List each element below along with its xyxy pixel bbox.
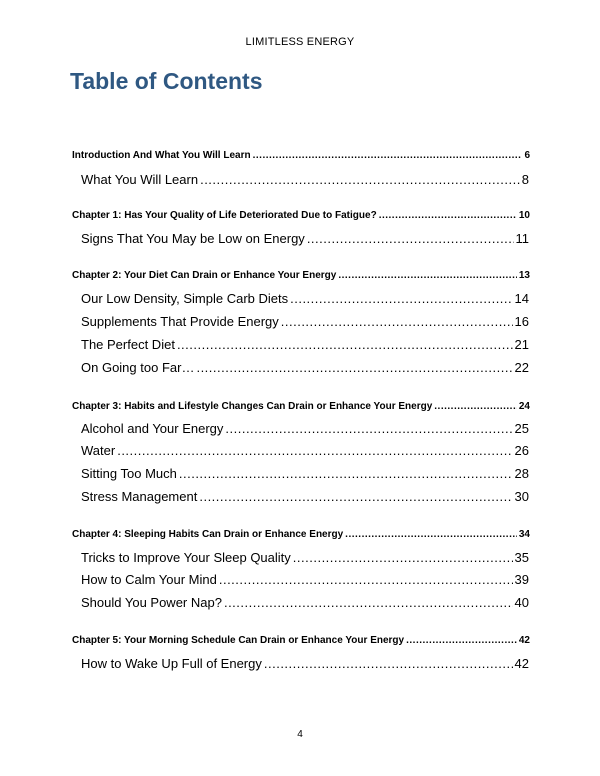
toc-entry-label: The Perfect Diet — [81, 337, 175, 352]
dot-leader — [253, 150, 523, 161]
toc-entry-sleep-quality[interactable] — [81, 550, 529, 565]
toc-entry-label: How to Wake Up Full of Energy — [81, 656, 262, 671]
toc-entry-label: Should You Power Nap? — [81, 595, 222, 610]
page-title: Table of Contents — [70, 68, 263, 94]
toc-entry-chapter-4[interactable] — [72, 529, 530, 540]
dot-leader — [196, 360, 512, 375]
toc-entry-page: 22 — [514, 360, 529, 375]
toc-entry-label: Signs That You May be Low on Energy — [81, 231, 305, 246]
toc-entry-water[interactable] — [81, 443, 529, 458]
toc-entry-label: Sitting Too Much — [81, 466, 177, 481]
toc-entry-page: 10 — [518, 210, 530, 221]
toc-entry-power-nap[interactable] — [81, 595, 529, 610]
toc-entry-label: On Going too Far… — [81, 360, 195, 375]
dot-leader — [293, 550, 513, 565]
toc-entry-page: 21 — [514, 337, 529, 352]
dot-leader — [345, 529, 517, 540]
toc-entry-label: Alcohol and Your Energy — [81, 421, 224, 436]
toc-entry-chapter-3[interactable] — [72, 401, 530, 412]
dot-leader — [219, 572, 513, 587]
toc-entry-page: 30 — [514, 489, 529, 504]
toc-entry-label: How to Calm Your Mind — [81, 572, 217, 587]
dot-leader — [177, 337, 513, 352]
dot-leader — [307, 231, 514, 246]
toc-entry-page: 42 — [518, 635, 530, 646]
page-number: 4 — [297, 729, 303, 740]
toc-entry-alcohol[interactable] — [81, 421, 529, 436]
toc-entry-label: Chapter 3: Habits and Lifestyle Changes Can Drain or Enhance Your Energy — [72, 401, 433, 412]
toc-entry-page: 39 — [514, 572, 529, 587]
toc-entry-page: 26 — [514, 443, 529, 458]
toc-entry-supplements[interactable] — [81, 314, 529, 329]
toc-entry-label: Chapter 4: Sleeping Habits Can Drain or Enhance Energy — [72, 529, 344, 540]
toc-entry-chapter-1[interactable] — [72, 210, 530, 221]
toc-entry-chapter-2[interactable] — [72, 270, 530, 281]
toc-entry-page: 6 — [524, 150, 530, 161]
dot-leader — [281, 314, 513, 329]
dot-leader — [406, 635, 517, 646]
toc-entry-sitting-too-much[interactable] — [81, 466, 529, 481]
toc-entry-perfect-diet[interactable] — [81, 337, 529, 352]
dot-leader — [264, 656, 513, 671]
toc-entry-label: Water — [81, 443, 116, 458]
toc-entry-label: Tricks to Improve Your Sleep Quality — [81, 550, 291, 565]
toc-entry-page: 8 — [521, 172, 529, 187]
dot-leader — [117, 443, 512, 458]
dot-leader — [179, 466, 513, 481]
dot-leader — [379, 210, 517, 221]
toc-entry-page: 40 — [514, 595, 529, 610]
toc-entry-page: 35 — [514, 550, 529, 565]
dot-leader — [434, 401, 517, 412]
toc-entry-signs-low-energy[interactable] — [81, 231, 529, 246]
running-header: LIMITLESS ENERGY — [245, 36, 355, 48]
toc-entry-page: 24 — [518, 401, 530, 412]
toc-entry-label: Stress Management — [81, 489, 198, 504]
toc-entry-page: 11 — [515, 231, 529, 246]
toc-entry-page: 16 — [514, 314, 529, 329]
toc-entry-low-density-diets[interactable] — [81, 291, 529, 306]
toc-entry-label: Chapter 1: Has Your Quality of Life Deteriorated Due to Fatigue? — [72, 210, 377, 221]
toc-entry-what-you-will-learn[interactable] — [81, 172, 529, 187]
toc-entry-going-too-far[interactable] — [81, 360, 529, 375]
toc-entry-label: Introduction And What You Will Learn — [72, 150, 251, 161]
dot-leader — [290, 291, 512, 306]
toc-entry-stress-management[interactable] — [81, 489, 529, 504]
toc-entry-label: Chapter 5: Your Morning Schedule Can Drain or Enhance Your Energy — [72, 635, 405, 646]
toc-entry-calm-your-mind[interactable] — [81, 572, 529, 587]
toc-entry-page: 42 — [514, 656, 529, 671]
toc-entry-page: 13 — [518, 270, 530, 281]
toc-entry-label: Supplements That Provide Energy — [81, 314, 279, 329]
toc-entry-wake-up-full-of-energy[interactable] — [81, 656, 529, 671]
toc-entry-label: Our Low Density, Simple Carb Diets — [81, 291, 289, 306]
dot-leader — [200, 172, 520, 187]
toc-entry-page: 28 — [514, 466, 529, 481]
toc-entry-introduction[interactable] — [72, 150, 530, 161]
toc-entry-label: What You Will Learn — [81, 172, 199, 187]
toc-entry-label: Chapter 2: Your Diet Can Drain or Enhance Your Energy — [72, 270, 337, 281]
dot-leader — [224, 595, 513, 610]
toc-entry-page: 14 — [514, 291, 529, 306]
toc-entry-page: 25 — [514, 421, 529, 436]
dot-leader — [199, 489, 512, 504]
toc-entry-page: 34 — [518, 529, 530, 540]
dot-leader — [225, 421, 512, 436]
toc-entry-chapter-5[interactable] — [72, 635, 530, 646]
dot-leader — [338, 270, 517, 281]
